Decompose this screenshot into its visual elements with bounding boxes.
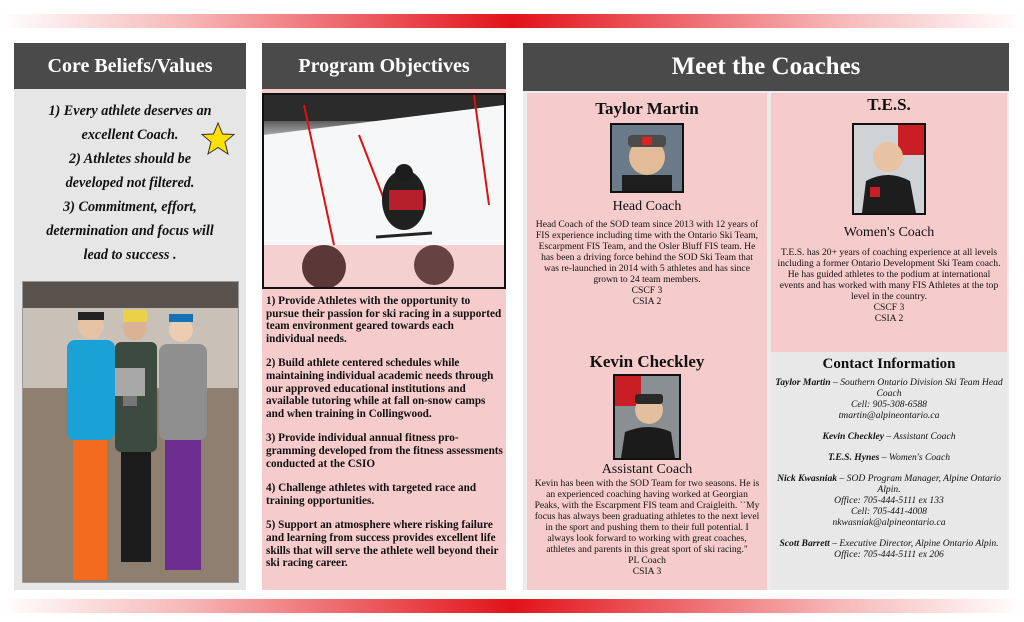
coach-cert: CSCF 3 [873,302,905,313]
contact-desc: – Southern Ontario Division Ski Team Head Coach [830,377,1003,399]
belief-line: lead to success . [83,247,177,263]
belief-line: 1) Every athlete deserves an [48,103,212,119]
objective-item: 2) Build athlete centered schedules while maintaining individual academic needs through our approved educational institutions and available tutoring while at fall on-snow camps and when training in Collingwood. [266,357,494,420]
core-beliefs-panel [14,43,246,590]
contact-desc: – Women's Coach [879,452,951,463]
objective-item: 1) Provide Athletes with the opportunity to pursue their passion for ski racing in a supported team environment geared towards each individual needs. [266,295,502,345]
coach-role: Assistant Coach [601,462,693,477]
coach-portrait [852,123,926,215]
objective-item: 5) Support an atmosphere where risking failure and learning from success provides excellent life skills that will serve the athlete well beyond their ski racing career. [266,519,499,570]
contact-information-box [771,352,1007,590]
contact-list [771,373,1007,560]
coach-card-tes [771,93,1007,393]
coach-cert: CSCF 3 [631,285,663,296]
coach-bio: T.E.S. has 20+ years of coaching experience at all levels including a former Ontario Development Ski Team coach. He has guided athletes to the podium at international events and has worked with many FIS Athletes at the top level in the country. [777,247,1001,302]
coach-bio: Head Coach of the SOD team since 2013 with 12 years of FIS experience including time with the Ontario Ski Team, Escarpment FIS Team, and the Osler Bluff FIS team. He has been a driving force behind the SOD Ski Team that was re-launched in 2014 with 5 athletes and has since grown to 24 team members. [535,219,759,285]
contact-entry [775,431,1003,442]
top-decorative-stripe [0,14,1024,28]
contact-name: Scott Barrett [779,538,830,549]
contact-desc: – SOD Program Manager, Alpine Ontario Alpin. [837,473,1001,495]
coach-cert: CSIA 2 [632,296,662,307]
contact-heading: Contact Information [822,356,956,372]
contact-office: Office: 705-444-5111 ex 133 [834,495,944,506]
contact-email: tmartin@alpineontario.ca [838,410,940,421]
contact-entry [775,377,1003,421]
coach-cert: CSIA 2 [874,313,904,324]
coach-role: Head Coach [612,199,682,214]
coach-role: Women's Coach [843,225,935,240]
coach-bio: Kevin has been with the SOD Team for two seasons. He is an experienced coaching having worked at Georgian Peaks, with the Escarpment FIS team and Craigleith. ``My focus has always been graduating athletes to the next level in the sport and pushing them to their full potential. I always look forward to working with great coaches, athletes and parents in this great sport of ski racing." [534,478,760,555]
contact-entry [775,538,1003,560]
contact-name: Kevin Checkley [822,431,884,442]
coach-card-kevin-checkley [527,352,767,590]
contact-office: Office: 705-444-5111 ex 206 [834,549,944,560]
contact-cell: Cell: 705-441-4008 [851,506,927,517]
meet-coaches-heading: Meet the Coaches [523,43,1009,91]
coach-name: T.E.S. [867,95,911,114]
belief-line: excellent Coach. [81,127,179,143]
contact-entry [775,473,1003,528]
belief-line: determination and focus will [46,223,214,239]
belief-line: 3) Commitment, effort, [63,199,197,215]
contact-entry [775,452,1003,463]
core-beliefs-heading: Core Beliefs/Values [14,43,246,89]
contact-desc: – Executive Director, Alpine Ontario Alpin. [829,538,999,549]
contact-email: nkwasniak@alpineontario.ca [832,517,946,528]
belief-line: 2) Athletes should be [68,151,192,167]
contact-name: Nick Kwasniak [777,473,838,484]
beliefs-list [14,89,246,267]
coach-card-taylor-martin [527,93,767,393]
coach-portrait [613,374,681,460]
star-icon [200,121,236,157]
coach-cert: CSIA 3 [632,566,662,577]
contact-phone: Cell: 905-308-6588 [851,399,927,410]
objective-item: 4) Challenge athletes with targeted race and training opportunities. [266,482,477,507]
ski-racer-photo [262,93,506,289]
coach-portrait [610,123,684,193]
program-objectives-heading: Program Objectives [262,43,506,89]
coach-name: Kevin Checkley [589,352,705,371]
program-objectives-panel [262,43,506,590]
objectives-list [266,295,504,582]
coach-name: Taylor Martin [595,99,699,118]
contact-name: Taylor Martin [775,377,831,388]
coaches-panel [523,43,1009,590]
bottom-decorative-stripe [0,599,1024,613]
objective-item: 3) Provide individual annual fitness programming developed from the fitness assessments conducted at the CSIO [266,432,503,470]
belief-line: developed not filtered. [65,175,195,191]
contact-name: T.E.S. Hynes [827,452,880,463]
team-photo [22,281,239,583]
contact-desc: – Assistant Coach [884,431,956,442]
coach-cert: PL Coach [628,555,666,566]
